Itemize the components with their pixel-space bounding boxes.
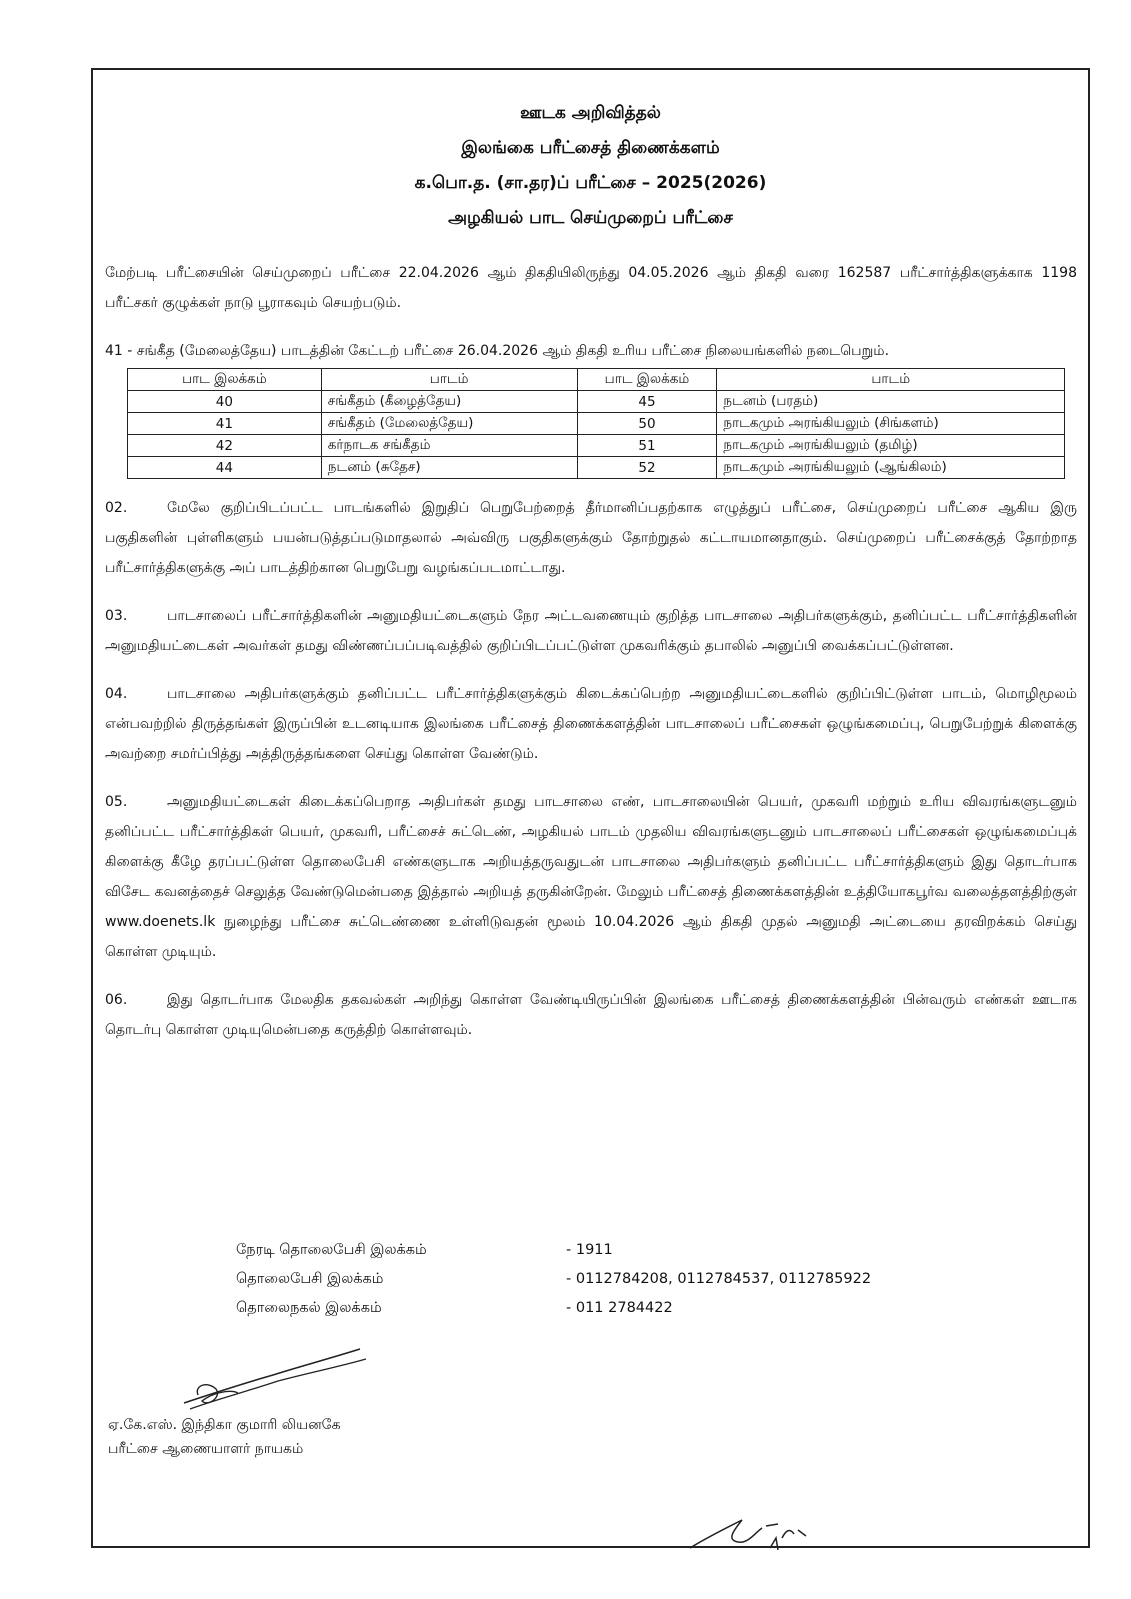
music-test-paragraph: 41 - சங்கீத (மேலைத்தேய) பாடத்தின் கேட்டற் பரீட்சை 26.04.2026 ஆம் திகதி உரிய பரீட்சை நிலையங்களில் நடைபெறும். (105, 343, 890, 359)
contact-label: தொலைநகல் இலக்கம் (236, 1300, 382, 1316)
column-header: பாட இலக்கம் (128, 369, 322, 391)
subject-name: நாடகமும் அரங்கியலும் (சிங்களம்) (717, 413, 1065, 435)
table-header-row (128, 369, 1065, 391)
notice-body (105, 258, 1077, 1063)
contact-label: தொலைபேசி இலக்கம் (236, 1271, 384, 1287)
contact-label: நேரடி தொலைபேசி இலக்கம் (236, 1242, 427, 1258)
section-text: பாடசாலை அதிபர்களுக்கும் தனிப்பட்ட பரீட்சார்த்திகளுக்கும் கிடைக்கப்பெற்ற அனுமதியட்டைகளில் குறிப்பிட்டுள்ள பாடம், மொழிமூலம் என்பவற்றில் திருத்தங்கள் இருப்பின் உடனடியாக இலங்கை பரீட்சைத் திணைக்களத்தின் பாடசாலைப் பரீட்சைகள் ஒழுங்கமைப்பு, பெறுபேற்றுக் கிளைக்கு அவற்றை சமர்ப்பித்து அத்திருத்தங்களை செய்து கொள்ள வேண்டும். (105, 686, 1077, 762)
table-row (128, 435, 1065, 457)
department-name: இலங்கை பரீட்சைத் திணைக்களம் (461, 138, 720, 158)
intro-paragraph: மேற்படி பரீட்சையின் செய்முறைப் பரீட்சை 22.04.2026 ஆம் திகதியிலிருந்து 04.05.2026 ஆம் திகதி வரை 162587 பரீட்சார்த்திகளுக்காக 1198 பரீட்சகர் குழுக்கள் நாடு பூராகவும் செயற்படும். (105, 265, 1077, 311)
subject-name: நடனம் (பரதம்) (717, 391, 1065, 413)
signer-block (108, 1413, 341, 1461)
subject-name: நாடகமும் அரங்கியலும் (தமிழ்) (717, 435, 1065, 457)
subject-number: 45 (577, 391, 717, 413)
section-text: பாடசாலைப் பரீட்சார்த்திகளின் அனுமதியட்டைகளும் நேர அட்டவணையும் குறித்த பாடசாலை அதிபர்களுக்கும், தனிப்பட்ட பரீட்சார்த்திகளின் அனுமதியட்டைகள் அவர்கள் தமது விண்ணப்பப்படிவத்தில் குறிப்பிடப்பட்டுள்ள முகவரிக்கும் தபாலில் அனுப்பி வைக்கப்பட்டுள்ளன. (105, 608, 1077, 654)
section-02 (105, 493, 1077, 583)
contact-row-telephone (236, 1265, 871, 1294)
column-header: பாட இலக்கம் (577, 369, 717, 391)
section-number: 06. (105, 992, 128, 1008)
subject-name: நடனம் (சுதேச) (321, 457, 577, 479)
notice-title: ஊடக அறிவித்தல் (520, 103, 661, 123)
section-number: 04. (105, 686, 128, 702)
header (91, 96, 1090, 236)
subjects-table (127, 368, 1065, 479)
section-03 (105, 601, 1077, 661)
subject-number: 40 (128, 391, 322, 413)
subject-number: 44 (128, 457, 322, 479)
section-text: இது தொடர்பாக மேலதிக தகவல்கள் அறிந்து கொள்ள வேண்டியிருப்பின் இலங்கை பரீட்சைத் திணைக்களத்தின் பின்வரும் எண்கள் ஊடாக தொடர்பு கொள்ள முடியுமென்பதை கருத்திற் கொள்ளவும். (105, 992, 1077, 1038)
contact-value: - 011 2784422 (566, 1300, 673, 1316)
exam-name: க.பொ.த. (சா.தர)ப் பரீட்சை – 2025(2026) (414, 173, 767, 193)
section-06 (105, 985, 1077, 1045)
notice-subtitle: அழகியல் பாட செய்முறைப் பரீட்சை (448, 208, 733, 228)
section-text: அனுமதியட்டைகள் கிடைக்கப்பெறாத அதிபர்கள் தமது பாடசாலை எண், பாடசாலையின் பெயர், முகவரி மற்றும் உரிய விவரங்களுடனும் தனிப்பட்ட பரீட்சார்த்திகள் பெயர், முகவரி, பரீட்சைச் சுட்டெண், அழகியல் பாடம் முதலிய விவரங்களுடனும் பாடசாலைப் பரீட்சைகள் ஒழுங்கமைப்புக் கிளைக்கு கீழே தரப்பட்டுள்ள தொலைபேசி எண்களுடாக அறியத்தருவதுடன் பாடசாலை அதிபர்களும் தனிப்பட்ட பரீட்சார்த்திகளும் இது தொடர்பாக விசேட கவனத்தைச் செலுத்த வேண்டுமென்பதை இத்தால் அறியத் தருகின்றேன். மேலும் பரீட்சைத் திணைக்களத்தின் உத்தியோகபூர்வ வலைத்தளத்திற்குள் www.doenets.lk நுழைந்து பரீட்சை சுட்டெண்ணை உள்ளிடுவதன் மூலம் 10.04.2026 ஆம் திகதி முதல் அனுமதி அட்டையை தரவிறக்கம் செய்து கொள்ள முடியும். (105, 794, 1077, 960)
column-header: பாடம் (321, 369, 577, 391)
subject-number: 51 (577, 435, 717, 457)
section-number: 05. (105, 794, 128, 810)
signer-name: ஏ.கே.எஸ். இந்திகா குமாரி லியனகே (108, 1417, 341, 1433)
subject-name: சங்கீதம் (மேலைத்தேய) (321, 413, 577, 435)
table-row (128, 413, 1065, 435)
contact-row-fax (236, 1294, 871, 1323)
section-text: மேலே குறிப்பிடப்பட்ட பாடங்களில் இறுதிப் பெறுபேற்றைத் தீர்மானிப்பதற்காக எழுத்துப் பரீட்சை, செய்முறைப் பரீட்சை ஆகிய இரு பகுதிகளின் புள்ளிகளும் பயன்படுத்தப்படுமாதலால் அவ்விரு பகுதிகளுக்கும் தோற்றுதல் கட்டாயமானதாகும். செய்முறைப் பரீட்சைக்குத் தோற்றாத பரீட்சார்த்திகளுக்கு அப் பாடத்திற்கான பெறுபேறு வழங்கப்படமாட்டாது. (105, 500, 1077, 576)
signer-title: பரீட்சை ஆணையாளர் நாயகம் (108, 1441, 304, 1457)
contact-list (236, 1236, 871, 1323)
column-header: பாடம் (717, 369, 1065, 391)
subject-number: 50 (577, 413, 717, 435)
initials-mark (686, 1508, 826, 1562)
section-number: 02. (105, 500, 128, 516)
subject-name: கர்நாடக சங்கீதம் (321, 435, 577, 457)
subject-number: 42 (128, 435, 322, 457)
table-row (128, 391, 1065, 413)
signature-image (178, 1345, 378, 1419)
subject-number: 41 (128, 413, 322, 435)
section-04 (105, 679, 1077, 769)
section-number: 03. (105, 608, 128, 624)
contact-value: - 1911 (566, 1242, 613, 1258)
section-05 (105, 787, 1077, 967)
subject-number: 52 (577, 457, 717, 479)
table-row (128, 457, 1065, 479)
contact-value: - 0112784208, 0112784537, 0112785922 (566, 1271, 872, 1287)
subject-name: சங்கீதம் (கீழைத்தேய) (321, 391, 577, 413)
subject-name: நாடகமும் அரங்கியலும் (ஆங்கிலம்) (717, 457, 1065, 479)
contact-row-hotline (236, 1236, 871, 1265)
